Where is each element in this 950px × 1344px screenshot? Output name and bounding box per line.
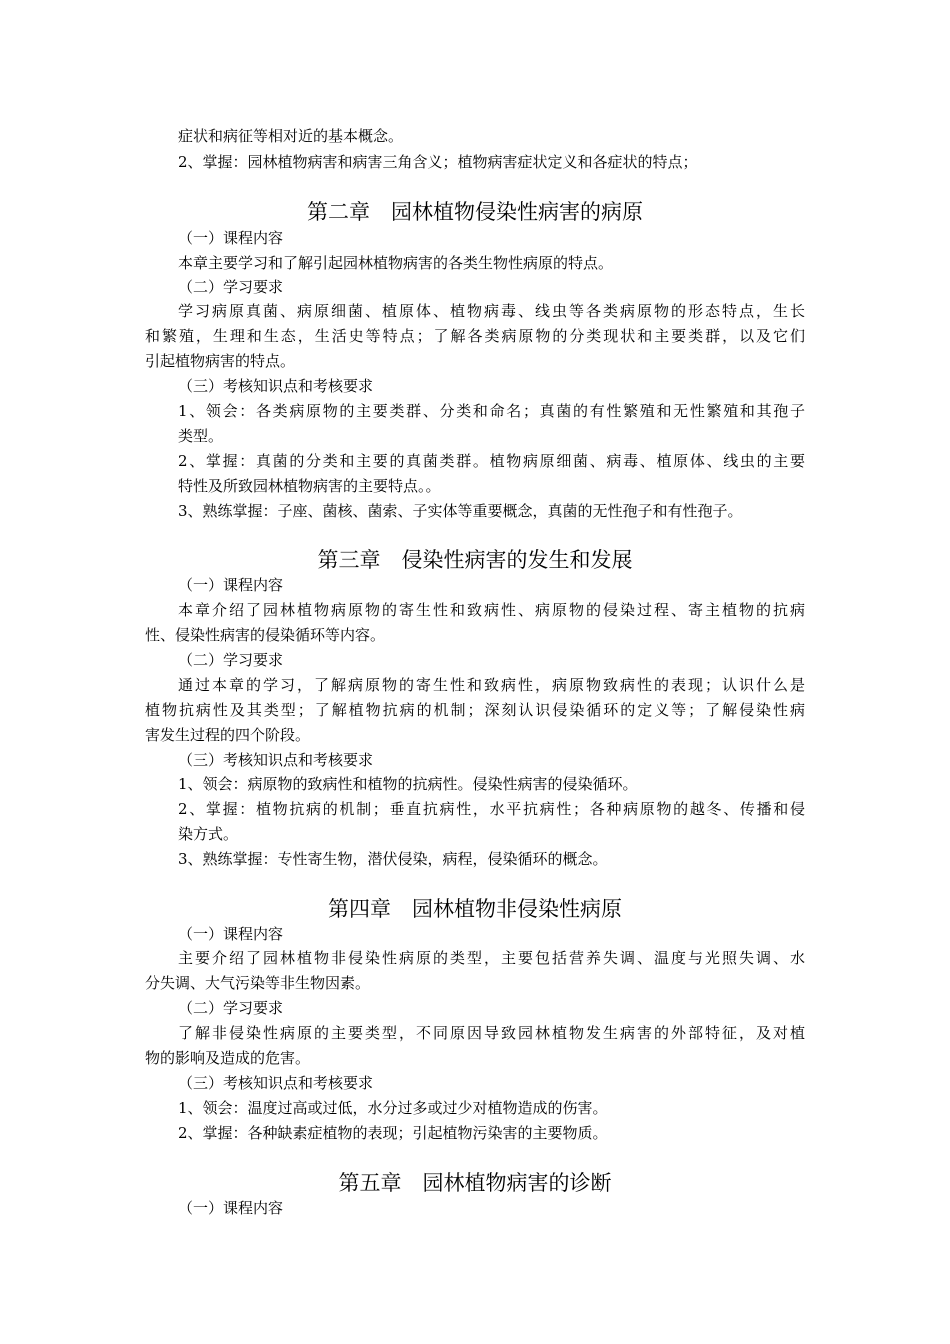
text-line: 了解非侵染性病原的主要类型，不同原因导致园林植物发生病害的外部特征，及对植	[178, 1024, 805, 1042]
section-heading: （二）学习要求	[178, 278, 284, 296]
text-line: 害发生过程的四个阶段。	[145, 726, 311, 744]
text-line: 2、掌握：植物抗病的机制；垂直抗病性，水平抗病性；各种病原物的越冬、传播和侵	[178, 800, 805, 818]
text-line: 物的影响及造成的危害。	[145, 1049, 311, 1067]
text-line: 症状和病征等相对近的基本概念。	[178, 127, 404, 145]
text-line: 3、熟练掌握：专性寄生物，潜伏侵染，病程，侵染循环的概念。	[178, 850, 608, 868]
text-line: 植物抗病性及其类型；了解植物抗病的机制；深刻认识侵染循环的定义等；了解侵染性病	[145, 701, 805, 719]
section-heading: （三）考核知识点和考核要求	[178, 377, 374, 395]
section-heading: （二）学习要求	[178, 999, 284, 1017]
section-heading: （三）考核知识点和考核要求	[178, 1074, 374, 1092]
text-line: 类型。	[178, 427, 224, 445]
section-heading: （三）考核知识点和考核要求	[178, 751, 374, 769]
text-line: 本章介绍了园林植物病原物的寄生性和致病性、病原物的侵染过程、寄主植物的抗病	[178, 601, 805, 619]
chapter-title: 第五章 园林植物病害的诊断	[338, 1171, 612, 1195]
text-line: 1、领会：病原物的致病性和植物的抗病性。侵染性病害的侵染循环。	[178, 775, 638, 793]
text-line: 染方式。	[178, 825, 239, 843]
section-heading: （一）课程内容	[178, 925, 284, 943]
text-line: 1、领会：温度过高或过低，水分过多或过少对植物造成的伤害。	[178, 1099, 608, 1117]
chapter-title: 第二章 园林植物侵染性病害的病原	[307, 200, 643, 224]
text-line: 引起植物病害的特点。	[145, 352, 296, 370]
text-line: 和繁殖，生理和生态，生活史等特点；了解各类病原物的分类现状和主要类群，以及它们	[145, 327, 805, 345]
text-line: 学习病原真菌、病原细菌、植原体、植物病毒、线虫等各类病原物的形态特点，生长	[178, 302, 805, 320]
section-heading: （二）学习要求	[178, 651, 284, 669]
text-line: 通过本章的学习，了解病原物的寄生性和致病性，病原物致病性的表现；认识什么是	[178, 676, 805, 694]
chapter-title: 第三章 侵染性病害的发生和发展	[317, 548, 633, 572]
text-line: 分失调、大气污染等非生物因素。	[145, 974, 371, 992]
text-line: 2、掌握：真菌的分类和主要的真菌类群。植物病原细菌、病毒、植原体、线虫的主要	[178, 452, 805, 470]
text-line: 2、掌握：各种缺素症植物的表现；引起植物污染害的主要物质。	[178, 1124, 608, 1142]
section-heading: （一）课程内容	[178, 1199, 284, 1217]
text-line: 主要介绍了园林植物非侵染性病原的类型，主要包括营养失调、温度与光照失调、水	[178, 949, 805, 967]
text-line: 3、熟练掌握：子座、菌核、菌索、子实体等重要概念，真菌的无性孢子和有性孢子。	[178, 502, 743, 520]
text-line: 1、领会：各类病原物的主要类群、分类和命名；真菌的有性繁殖和无性繁殖和其孢子	[178, 402, 805, 420]
section-heading: （一）课程内容	[178, 576, 284, 594]
chapter-title: 第四章 园林植物非侵染性病原	[328, 897, 622, 921]
text-line: 特性及所致园林植物病害的主要特点。。	[178, 477, 441, 495]
text-line: 性、侵染性病害的侵染循环等内容。	[145, 626, 386, 644]
text-line: 2、掌握：园林植物病害和病害三角含义；植物病害症状定义和各症状的特点；	[178, 153, 698, 171]
section-heading: （一）课程内容	[178, 229, 284, 247]
text-line: 本章主要学习和了解引起园林植物病害的各类生物性病原的特点。	[178, 254, 614, 272]
